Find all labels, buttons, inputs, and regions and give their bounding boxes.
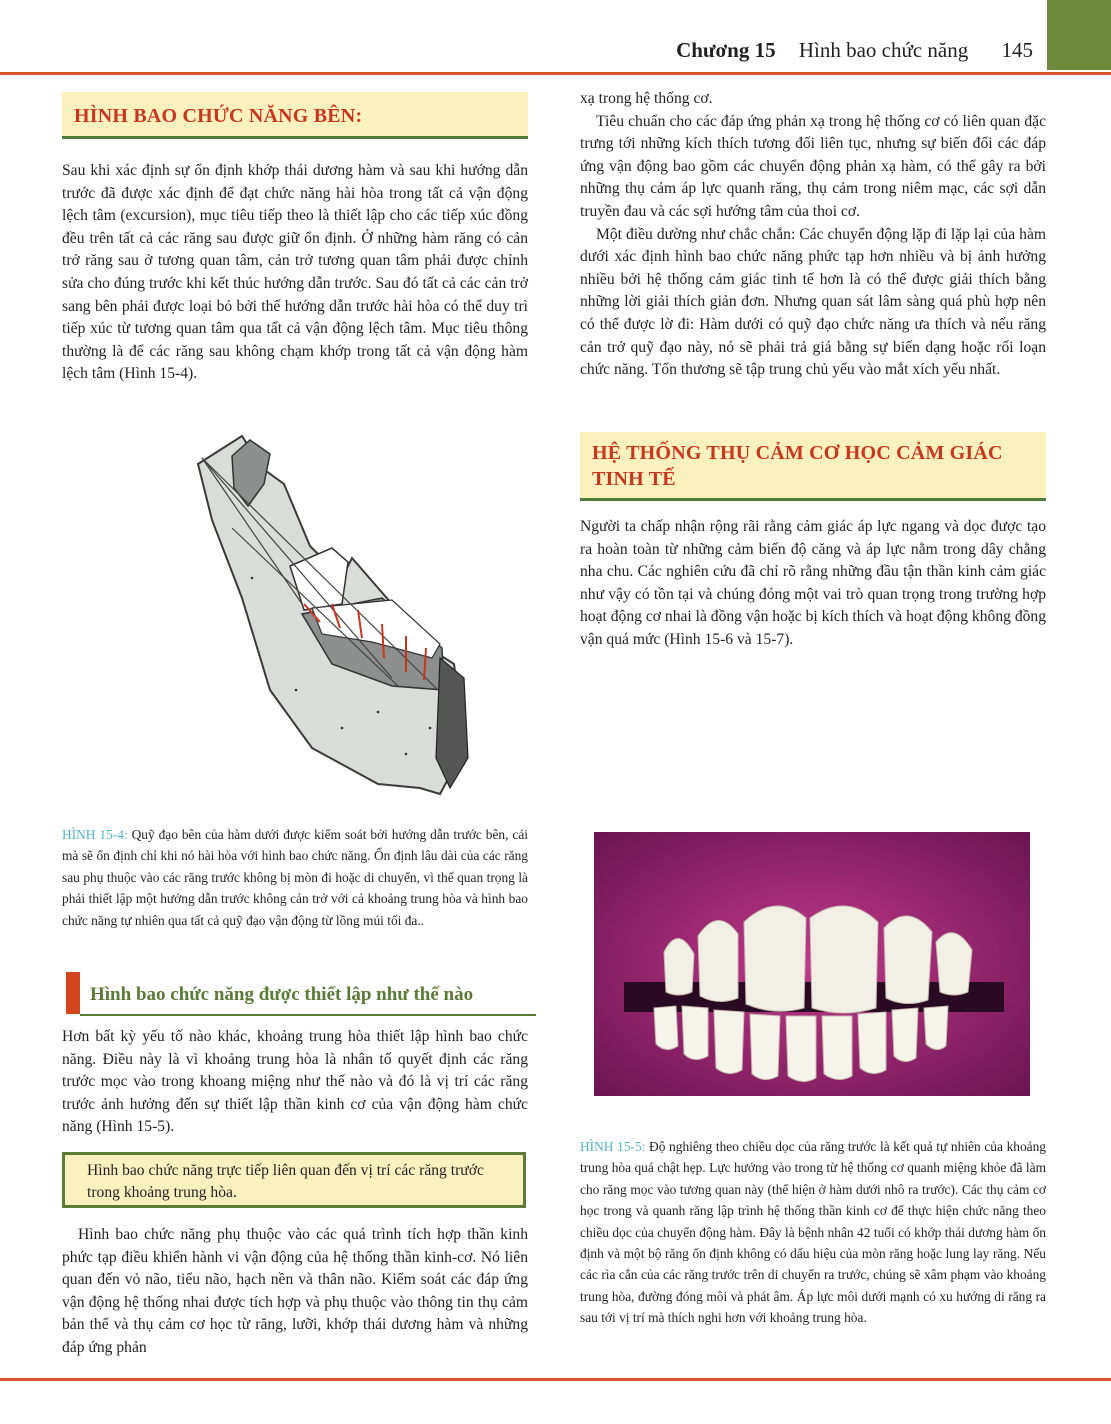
subhead-rule [80,1014,536,1016]
subhead-bar [66,972,80,1014]
section-heading-line-1: HỆ THỐNG THỤ CẢM CƠ HỌC CẢM GIÁC [592,442,1003,464]
left-para-2 [62,1026,528,1139]
header-rule [0,72,1111,75]
paragraph: xạ trong hệ thống cơ. [580,90,713,107]
paragraph: Tiêu chuẩn cho các đáp ứng phản xạ trong hệ thống cơ có liên quan đặc trưng tới những kích thích tương đối liên tục, nhưng sự biến đổi các đáp ứng vận động bao gồm các chuyển động phản xạ hàm, có thể gây ra bởi những thụ cảm áp lực quanh răng, thụ cảm trong niêm mạc, các sợi dẫn truyền đau và các sợi hướng tâm của thoi cơ. [580,112,1046,220]
caption-label: HÌNH 15-5: [580,1139,646,1154]
teeth-photo [594,832,1030,1096]
mandible-illustration [192,428,492,804]
callout-text: Hình bao chức năng trực tiếp liên quan đến vị trí các răng trước trong khoảng trung hòa. [87,1162,484,1201]
caption-label: HÌNH 15-4: [62,827,128,842]
right-text-top [580,88,1046,382]
paragraph: Hơn bất kỳ yếu tố nào khác, khoảng trung hòa thiết lập hình bao chức năng. Điều này là vì khoảng trung hòa là nhân tố quyết định các răng trước mọc vào trong khoang miệng như thế nào và đó là vị trí các răng trước ảnh hưởng đến sự thiết lập thần kinh cơ của vận động hàm chức năng (Hình 15-5). [62,1028,528,1136]
section-heading-box-2 [580,432,1046,501]
paragraph: Sau khi xác định sự ổn định khớp thái dương hàm và sau khi hướng dẫn trước đã được xác định để đạt chức năng hài hòa trong tất cả vận động lệch tâm (excursion), mục tiêu tiếp theo là thiết lập cho các tiếp xúc đồng đều trên tất cả các răng sau được giữ ổn định. Ở những hàm răng có cản trở răng sau ở tương quan tâm, cản trở tương quan tâm phải được chỉnh sửa cho đúng trước khi kết thúc hướng dẫn trước. Sau đó tất cả các cản trở sang bên phải được loại bỏ bởi thế hướng dẫn trước hài hòa có thể duy trì tiếp xúc từ tương quan tâm qua tất cả vận động lệch tâm. Mục tiêu thông thường là để các răng sau không chạm khớp trong tất cả vận động hàm lệch tâm (Hình 15-4). [62,162,528,383]
page-number: 145 [1001,38,1033,62]
subsection-heading [66,972,536,1016]
footer-rule [0,1378,1111,1381]
key-point-callout [62,1152,526,1208]
corner-tab [1047,0,1111,70]
left-para-3 [62,1224,528,1360]
subhead-text: Hình bao chức năng được thiết lập như thế nào [90,984,474,1005]
right-para-4 [580,516,1046,652]
caption-text: Độ nghiêng theo chiều dọc của răng trước là kết quả tự nhiên của khoảng trung hòa quá chật hẹp. Lực hướng vào trong từ hệ thống cơ quanh miệng khỏe đã làm cho răng mọc vào tương quan này (thể hiện ở hàm dưới nhô ra trước). Các thụ cảm cơ học trong và quanh răng lập trình hệ thống thần kinh cơ để thực hiện chức năng theo chiều dọc của chuyển động hàm. Đây là bệnh nhân 42 tuổi có khớp thái dương hàm ổn định và một bộ răng ổn định không có dấu hiệu của mòn răng hoặc lung lay răng. Nếu các rìa cắn của các răng trước trên di chuyển ra trước, chúng sẽ xâm phạm vào khoảng trung hòa, đường đóng môi và phát âm. Áp lực môi dưới mạnh có xu hướng di răng ra sau tới vị trí mà thích nghi hơn với khoảng trung hòa. [580,1139,1046,1326]
incisor-root [436,658,468,788]
paragraph: Hình bao chức năng phụ thuộc vào các quá trình tích hợp thần kinh phức tạp điều khiển hành vi vận động của hệ thống thần kinh-cơ. Nó liên quan đến vỏ não, tiểu não, hạch nền và thân não. Kiểm soát các đáp ứng vận động hệ thống nhai được tích hợp và phụ thuộc vào thông tin thụ cảm bản thể và thụ cảm cơ học từ răng, lưỡi, khớp thái dương hàm và những đáp ứng phản [62,1226,528,1356]
section-heading-box [62,92,528,139]
section-heading: HÌNH BAO CHỨC NĂNG BÊN: [74,105,363,127]
paragraph: Người ta chấp nhận rộng rãi rằng cảm giác áp lực ngang và dọc được tạo ra hoàn toàn từ những cảm biến độ căng và áp lực nằm trong dây chằng nha chu. Các nghiên cứu đã chỉ rõ rằng những đầu tận thần kinh cảm giác như vậy có tồn tại và chúng đóng một vai trò quan trọng trong trường hợp hoạt động cơ nhai là đồng vận hoặc bị kích thích và hoạt động không đồng vận quá mức (Hình 15-6 và 15-7). [580,518,1047,648]
caption-text: Quỹ đạo bên của hàm dưới được kiểm soát bởi hướng dẫn trước bên, cái mà sẽ ổn định chỉ khi nó hài hòa với hình bao chức năng. Ổn định lâu dài của các răng sau phụ thuộc vào các răng trước không bị mòn đi hoặc di chuyển, vì thế quan trọng là phải thiết lập một hướng dẫn trước không cản trở với cả khoảng trung hòa và hình bao chức năng tự nhiên qua tất cả quỹ đạo vận động từ lồng múi tối đa.. [62,827,528,928]
chapter-title: Hình bao chức năng [798,38,969,62]
running-header [676,38,1033,63]
left-para-1 [62,160,528,386]
figure-caption-15-4 [62,824,528,931]
section-heading-line-2: TINH TẾ [592,468,676,490]
figure-caption-15-5 [580,1136,1046,1329]
paragraph: Một điều dường như chắc chắn: Các chuyển động lặp đi lặp lại của hàm dưới xác định hình bao chức năng phức tạp hơn nhiều và bị ảnh hưởng nhiều bởi hệ thống cảm giác tinh tế hơn là có thể được giải thích bằng những lời giải thích giản đơn. Nhưng quan sát lâm sàng quá phù hợp nên có thể được lờ đi: Hàm dưới có quỹ đạo chức năng ưa thích và nếu răng cản trở quỹ đạo này, nó sẽ phải trả giá bằng sự biến dạng hoặc rối loạn chức năng. Tổn thương sẽ tập trung chủ yếu vào mắt xích yếu nhất. [580,225,1046,379]
chapter-label: Chương 15 [676,38,776,62]
